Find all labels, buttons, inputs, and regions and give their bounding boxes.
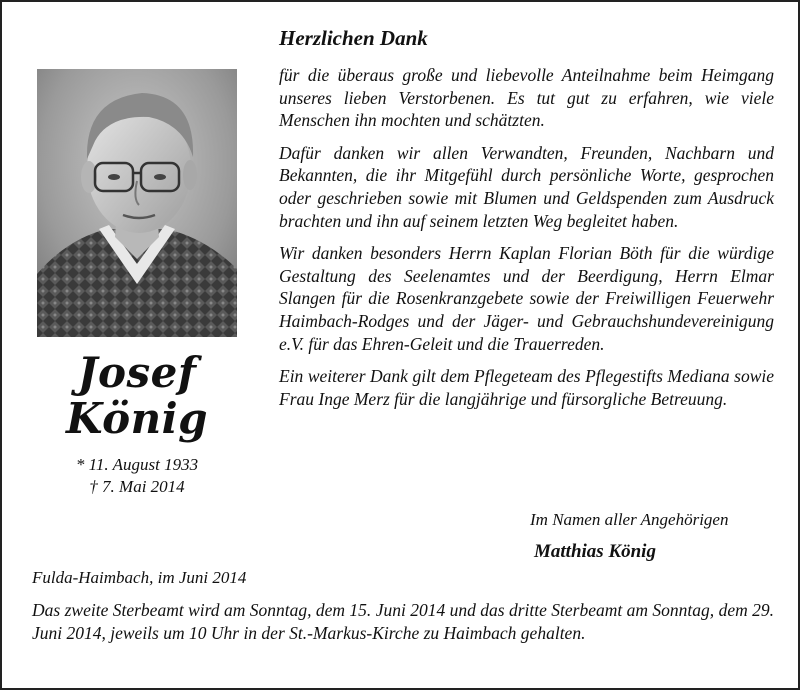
portrait-photo xyxy=(37,69,237,337)
first-name: Josef xyxy=(77,348,197,397)
paragraph: für die überaus große und liebevolle Anteilnahme beim Heimgang unseres lieben Verstorbenen. Es tut gut zu erfahren, wie viele Menschen ihn mochten und schätzten. xyxy=(279,65,774,131)
signature-intro: Im Namen aller Angehörigen xyxy=(530,510,729,529)
footer-note: Das zweite Sterbeamt wird am Sonntag, dem 15. Juni 2014 und das dritte Sterbeamt am Sonntag, dem 29. Juni 2014, jeweils um 10 Uhr in der St.-Markus-Kirche zu Haimbach gehalten. xyxy=(32,600,774,643)
last-name: König xyxy=(66,394,208,443)
death-date: † 7. Mai 2014 xyxy=(89,477,185,496)
heading: Herzlichen Dank xyxy=(279,26,428,50)
paragraph: Wir danken besonders Herrn Kaplan Florian Böth für die würdige Gestaltung des Seelenamtes und der Beerdigung, Herrn Elmar Slangen für die Rosenkranzgebete sowie der Freiwilligen Feuerwehr Haimbach-Rodges und der Jäger- und Gebrauchshundevereinigung e.V. für das Ehren-Geleit und die Trauerreden. xyxy=(279,243,774,354)
thanks-text xyxy=(279,24,774,420)
life-dates xyxy=(22,454,252,498)
paragraph: Ein weiterer Dank gilt dem Pflegeteam des Pflegestifts Mediana sowie Frau Inge Merz für die langjährige und fürsorgliche Betreuung. xyxy=(279,366,774,409)
paragraph: Dafür danken wir allen Verwandten, Freunden, Nachbarn und Bekannten, die ihr Mitgefühl durch persönliche Worte, gesprochen oder geschrieben sowie mit Blumen und Geldspenden zum Ausdruck brachten und ihn auf seinem letzten Weg begleitet haben. xyxy=(279,142,774,231)
signature-block xyxy=(530,509,790,565)
portrait-image xyxy=(37,69,237,337)
birth-date: * 11. August 1933 xyxy=(75,455,199,474)
place-date: Fulda-Haimbach, im Juni 2014 xyxy=(32,568,247,587)
deceased-name xyxy=(22,350,252,442)
signature-name: Matthias König xyxy=(534,541,656,562)
